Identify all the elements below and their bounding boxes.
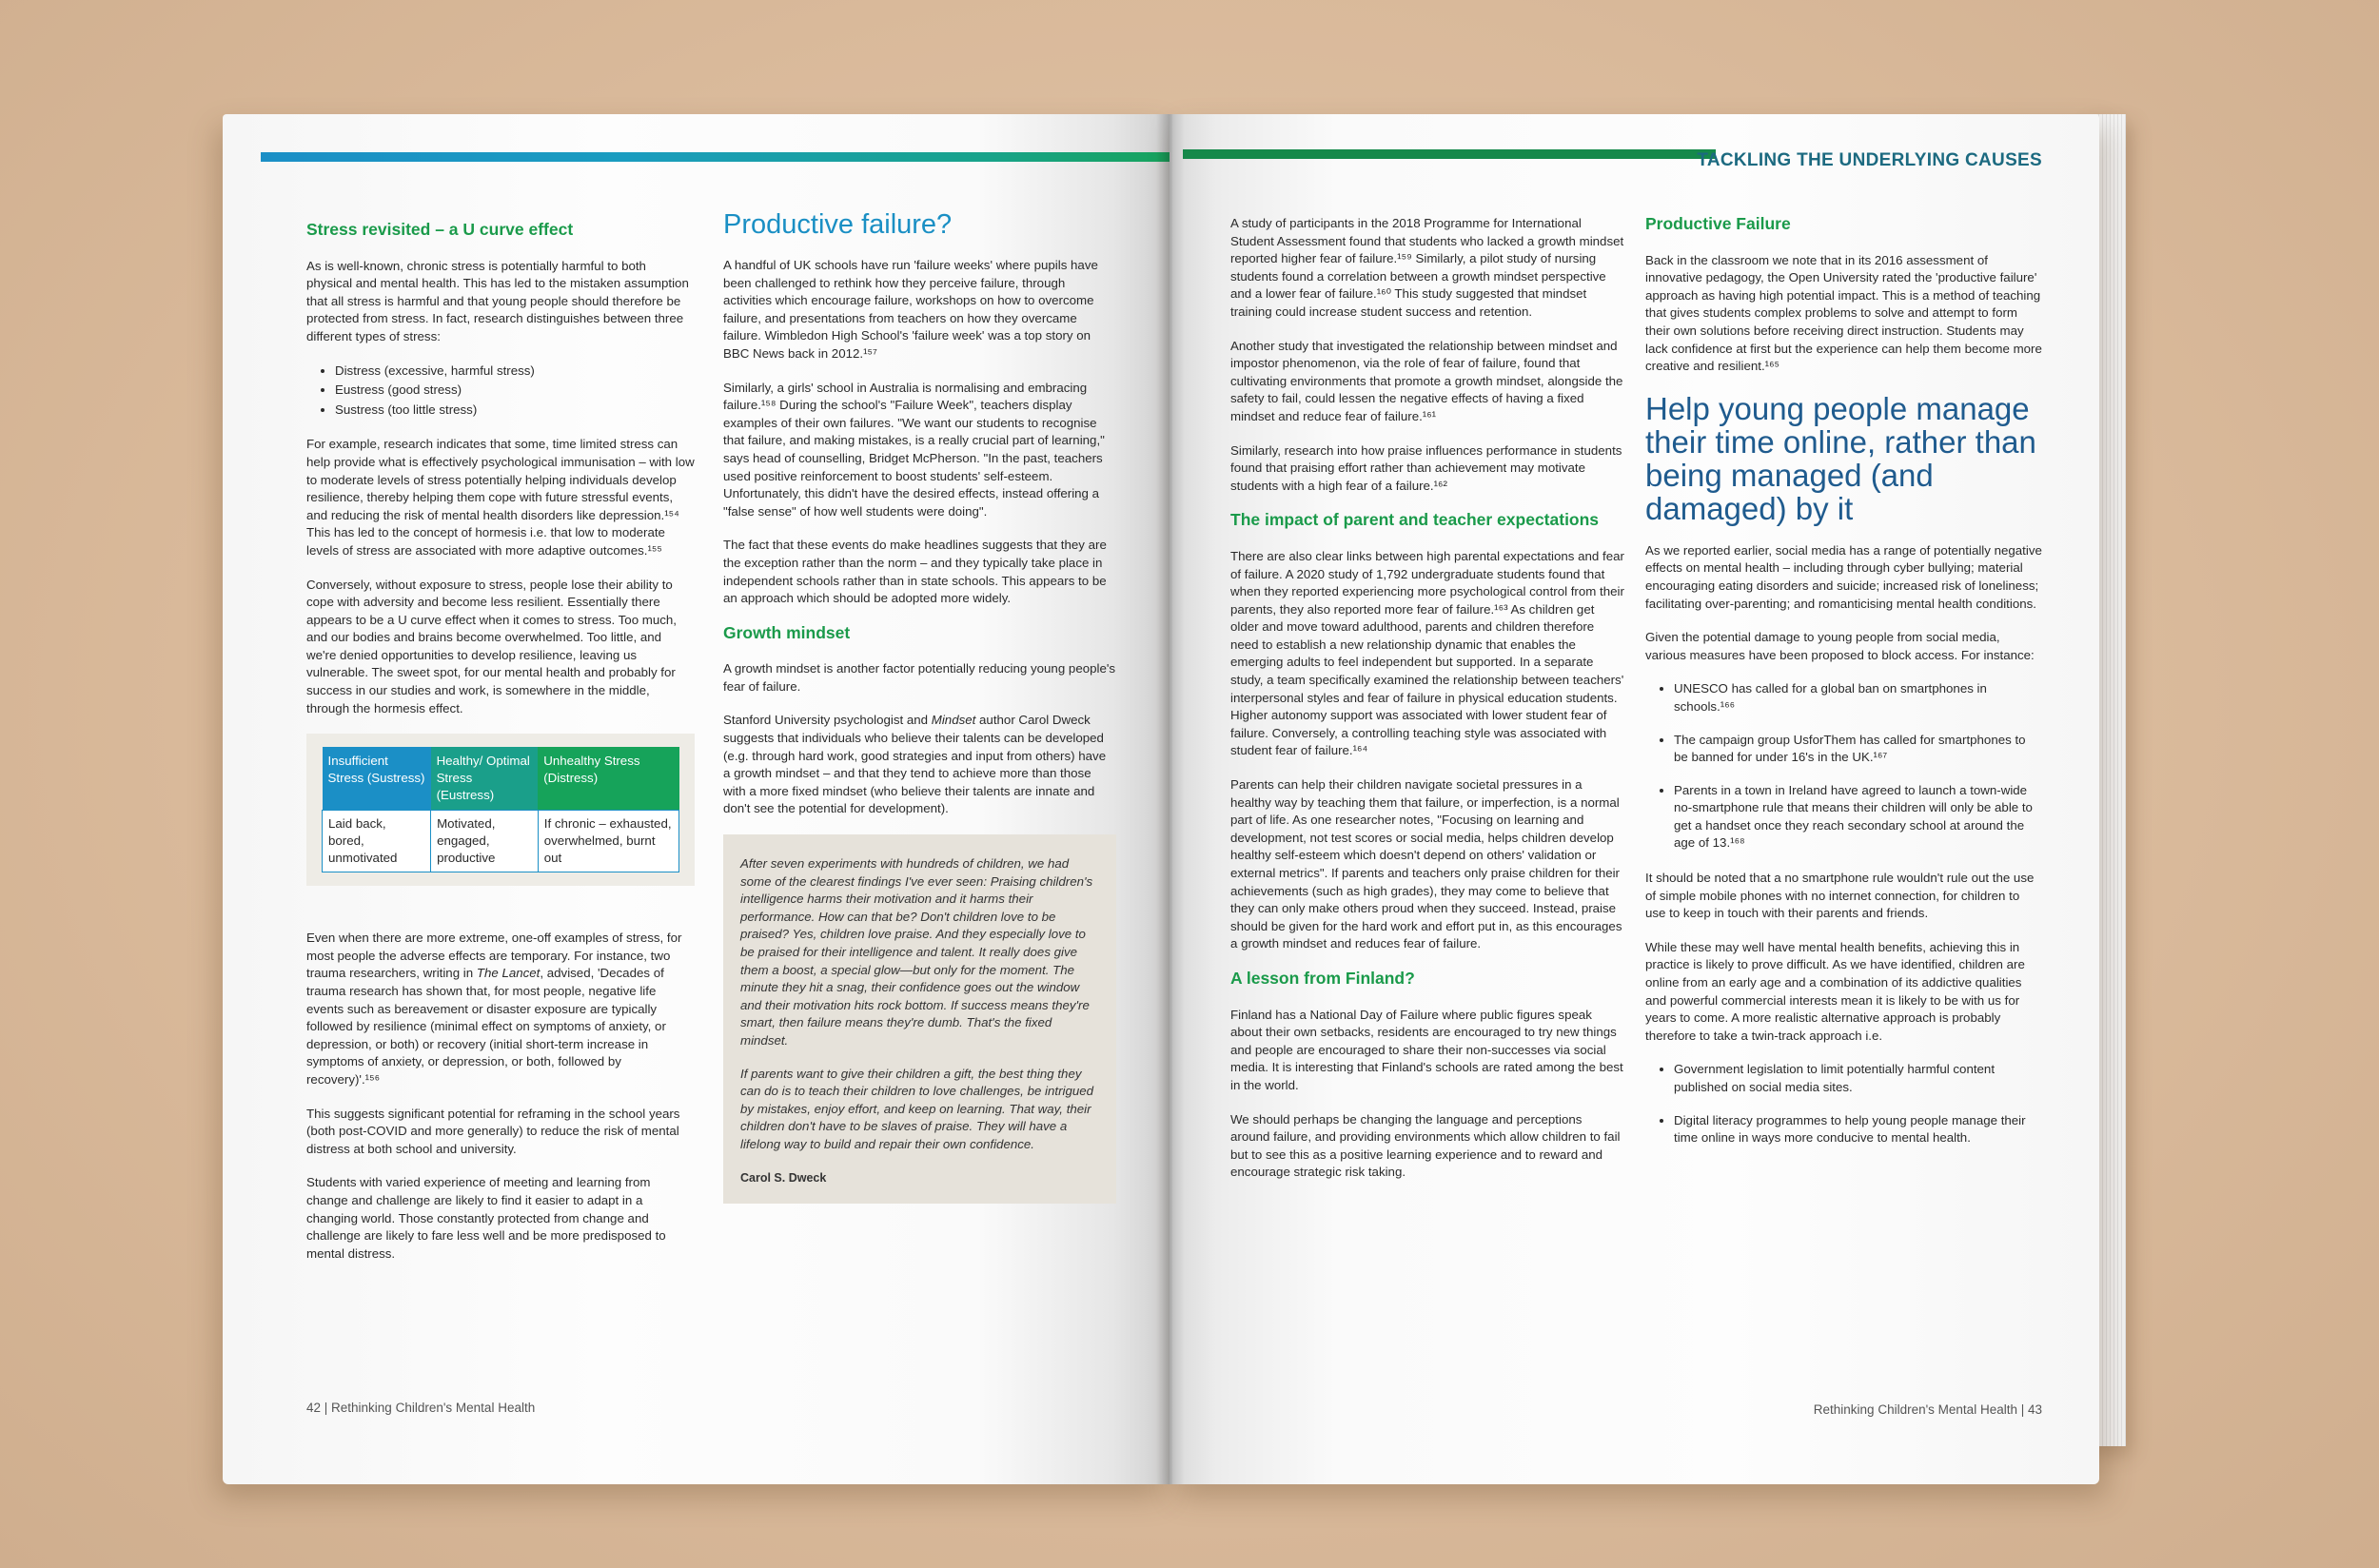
paragraph: There are also clear links between high parental expectations and fear of failure. A 2020 study of 1,792 undergraduate students found that when they reported experiencing more psychological control from their parents, they also reported more fear of failure.¹⁶³ As children get older and move toward adulthood, parents and children therefore need to establish a new relationship dynamic that enables the emerging adults to feel independent but supported. In a separate study, a team specifically examined the relationship between teachers' interpersonal styles and fear of failure in physical education students. Higher autonomy support was associated with lower student fear of failure. Conversely, a controlling teaching style was associated with student fear of failure.¹⁶⁴: [1230, 548, 1624, 758]
approach-list: [1645, 1061, 2043, 1147]
right-page: [1170, 114, 2099, 1484]
paragraph: The fact that these events do make headlines suggests that they are the exception rather than the norm – and they typically take place in independent schools rather than in state schools. This appears to be an approach which should be adopted more widely.: [723, 538, 1107, 606]
table-row: [323, 811, 679, 872]
stress-table: [322, 747, 679, 872]
header-color-bar: [261, 152, 1170, 162]
book-title: Mindset: [931, 713, 976, 728]
paragraph: Conversely, without exposure to stress, people lose their ability to cope with adversity and become less resilient. Essentially there appears to be a U curve effect when it comes to stress. Too much, and our bodies and brains become overwhelmed. Too little, and we're denied opportunities to develop resilience, leaving us vulnerable. The sweet spot, for our mental health and probably for success in our studies and work, is somewhere in the middle, through the hormesis effect.: [306, 577, 678, 715]
paragraph: A handful of UK schools have run 'failure weeks' where pupils have been challenged to rethink how they perceive failure, through activities which encourage failure, workshops on how to overcome failure, and presentations from teachers on how they overcame failure. Wimbledon High School's 'failure week' was a top story on BBC News back in 2012.¹⁵⁷: [723, 258, 1098, 361]
list-item: • The campaign group UsforThem has called for smartphones to be banned for under 16's in the UK.¹⁶⁷: [1674, 732, 2043, 767]
section-heading: Growth mindset: [723, 622, 851, 642]
section-header: TACKLING THE UNDERLYING CAUSES: [1697, 150, 2042, 170]
header-color-bar: [1183, 149, 1716, 159]
right-column-2: [1645, 215, 2043, 1165]
spine-shadow: [1156, 114, 1185, 1484]
paragraph: Similarly, research into how praise influences performance in students found that praising effort rather than achievement may motivate students with a high fear of a failure.¹⁶²: [1230, 442, 1622, 493]
pull-quote: [723, 834, 1116, 1204]
left-column-1: [306, 221, 695, 1279]
paragraph: Finland has a National Day of Failure where public figures speak about their own setbacks, residents are encouraged to try new things and people are encouraged to share their non-successes via social media. It is interesting that Finland's schools are rated among the best in the world.: [1230, 1007, 1623, 1092]
section-heading: Stress revisited – a U curve effect: [306, 220, 574, 239]
page-footer-left: 42 | Rethinking Children's Mental Health: [306, 1401, 536, 1415]
section-heading: Productive Failure: [1645, 214, 1791, 233]
paragraph: As we reported earlier, social media has a range of potentially negative effects on mental health – including through cyber bullying; material encouraging eating disorders and suicide; increased risk of loneliness; facilitating over-parenting; and romanticising mental health conditions.: [1645, 542, 2042, 611]
paragraph: It should be noted that a no smartphone rule wouldn't rule out the use of simple mobile phones with no internet connection, for children to use to keep in touch with their parents and friends.: [1645, 871, 2035, 921]
paragraph: Students with varied experience of meeting and learning from change and challenge are likely to find it easier to adapt in a changing world. Those constantly protected from change and challenge are likely to fare less well and be more predisposed to mental distress.: [306, 1175, 666, 1261]
left-page: [223, 114, 1170, 1484]
text-span: Stanford University psychologist and: [723, 713, 932, 728]
right-column-1: [1230, 215, 1624, 1198]
paragraph: For example, research indicates that some, time limited stress can help provide what is effectively psychological immunisation – with low to moderate levels of stress potentially helping individuals develop resilience, thereby helping them cope with future stressful events, and reducing the risk of mental health disorders like depression.¹⁵⁴ This has led to the concept of hormesis i.e. that low to moderate levels of stress are associated with more adaptive outcomes.¹⁵⁵: [306, 437, 695, 558]
text-span: Even when there are more extreme, one-off examples of stress, for most people the adverse effects are temporary. For instance, two trauma researchers, writing in: [306, 931, 682, 981]
stress-types-list: [306, 363, 695, 420]
measures-list: [1645, 680, 2043, 853]
text-span: author Carol Dweck suggests that individuals who believe their talents can be developed (e.g. through hard work, good strategies and input from others) have a growth mindset – and that they tend to achieve more than those with a more fixed mindset (who believe their talents are innate and don't see the potential for development).: [723, 713, 1107, 816]
stress-table-box: [306, 734, 695, 886]
list-item: • Eustress (good stress): [335, 382, 695, 400]
paragraph: Similarly, a girls' school in Australia is normalising and embracing failure.¹⁵⁸ During the school's "Failure Week", teachers display examples of their own failures. "We want our students to recognise that failure, and making mistakes, is a really crucial part of learning," says head of counselling, Bridget McPherson. "In the past, teachers used positive reinforcement to boost students' self-esteem. Unfortunately, this didn't have the desired effects, instead offering a "false sense" of how well students were doing".: [723, 380, 1105, 519]
left-column-2: [723, 209, 1116, 1204]
paragraph: [723, 712, 1116, 818]
quote-text: If parents want to give their children a gift, the best thing they can do is to teach their children to love challenges, be intrigued by mistakes, enjoy effort, and keep on learning. That way, their children don't have to be slaves of praise. They will have a lifelong way to build and repair their own confidence.: [740, 1066, 1094, 1151]
section-title: Help young people manage their time online, rather than being managed (and damaged) by it: [1645, 390, 2036, 526]
paragraph: Parents can help their children navigate societal pressures in a healthy way by teaching them that failure, or imperfection, is a normal part of life. As one researcher notes, "Focusing on learning and development, not test scores or social media, helps children develop healthy self-esteem which doesn't depend on others' validation or external metrics". If parents and teachers only praise children for their achievements (such as high grades), they may come to believe that they can only make others proud when they succeed. Instead, praise should be given for the hard work and effort put in, as this encourages a growth mindset and reduces fear of failure.: [1230, 777, 1622, 951]
quote-text: After seven experiments with hundreds of children, we had some of the clearest findings I've ever seen: Praising children's intelligence harms their motivation and it harms their performance. How can that be? Don't children love to be praised? Yes, children love praise. And they especially love to be praised for their intelligence and talent. It really does give them a boost, a special glow—but only for the moment. The minute they hit a snag, their confidence goes out the window and their motivation hits rock bottom. If success means they're smart, then failure means they're dumb. That's the fixed mindset.: [740, 856, 1093, 1048]
paragraph: While these may well have mental health benefits, achieving this in practice is likely to prove difficult. As we have identified, children are online from an early age and a combination of its addictive qualities and powerful commercial interests mean it is likely to be with us for years to come. A more realistic alternative approach is probably therefore to take a twin-track approach i.e.: [1645, 939, 2025, 1043]
list-item: • Distress (excessive, harmful stress): [335, 363, 695, 381]
list-item: • Digital literacy programmes to help young people manage their time online in ways more conducive to mental health.: [1674, 1112, 2043, 1147]
paragraph: [306, 930, 695, 1088]
paragraph: Given the potential damage to young people from social media, various measures have been proposed to block access. For instance:: [1645, 630, 2035, 662]
table-header: Insufficient Stress (Sustress): [323, 747, 431, 811]
paragraph: As is well-known, chronic stress is potentially harmful to both physical and mental health. This has led to the mistaken assumption that all stress is harmful and that young people should therefore be protected from stress. In fact, research distinguishes between three different types of stress:: [306, 258, 689, 343]
paragraph: We should perhaps be changing the language and perceptions around failure, and providing environments which allow children to fail but to see this as a positive learning experience and to reward and encourage strategic risk taking.: [1230, 1111, 1621, 1180]
section-title: Productive failure?: [723, 209, 953, 240]
table-header-row: [323, 747, 679, 811]
table-header: Unhealthy Stress (Distress): [538, 747, 678, 811]
table-header: Healthy/ Optimal Stress (Eustress): [431, 747, 539, 811]
paragraph: A growth mindset is another factor potentially reducing young people's fear of failure.: [723, 661, 1116, 694]
table-cell: Laid back, bored, unmotivated: [323, 811, 431, 872]
table-cell: Motivated, engaged, productive: [431, 811, 539, 872]
section-heading: A lesson from Finland?: [1230, 968, 1415, 988]
paragraph: Another study that investigated the relationship between mindset and impostor phenomenon, via the role of fear of failure, found that cultivating environments that promote a growth mindset, alongside the safety to fail, could lessen the negative effects of having a fixed mindset and reduce fear of failure.¹⁶¹: [1230, 338, 1623, 423]
paragraph: Back in the classroom we note that in its 2016 assessment of innovative pedagogy, the Open University rated the 'productive failure' approach as having high potential impact. This is a method of teaching that gives students complex problems to solve and attempt to form their own solutions before receiving direct instruction. Students may lack confidence at first but the experience can help them become more creative and resilient.¹⁶⁵: [1645, 252, 2042, 374]
journal-name: The Lancet: [476, 966, 541, 981]
list-item: • UNESCO has called for a global ban on smartphones in schools.¹⁶⁶: [1674, 680, 2043, 715]
text-span: , advised, 'Decades of trauma research has shown that, for most people, negative life events such as bereavement or disaster exposure are typically followed by resilience (minimal effect on symptoms of anxiety, or depression, or both) or recovery (initial short-term increase in symptoms of anxiety, or depression, or both, followed by recovery)'.¹⁵⁶: [306, 966, 666, 1087]
page-footer-right: Rethinking Children's Mental Health | 43: [1813, 1402, 2042, 1417]
section-heading: The impact of parent and teacher expectations: [1230, 510, 1600, 530]
table-cell: If chronic – exhausted, overwhelmed, burnt out: [538, 811, 678, 872]
list-item: • Government legislation to limit potentially harmful content published on social media sites.: [1674, 1061, 2043, 1096]
quote-author: Carol S. Dweck: [740, 1170, 827, 1185]
paragraph: This suggests significant potential for reframing in the school years (both post-COVID and more generally) to reduce the risk of mental distress at both school and university.: [306, 1106, 680, 1156]
list-item: • Sustress (too little stress): [335, 402, 695, 420]
paragraph: A study of participants in the 2018 Programme for International Student Assessment found that students who lacked a growth mindset reported higher fear of failure.¹⁵⁹ Similarly, a pilot study of nursing students found a correlation between a growth mindset perspective and a lower fear of failure.¹⁶⁰ This study suggested that mindset training could increase student success and retention.: [1230, 216, 1624, 319]
list-item: • Parents in a town in Ireland have agreed to launch a town-wide no-smartphone rule that means their children will only be able to get a handset once they reach secondary school at around the age of 13.¹⁶⁸: [1674, 782, 2043, 853]
